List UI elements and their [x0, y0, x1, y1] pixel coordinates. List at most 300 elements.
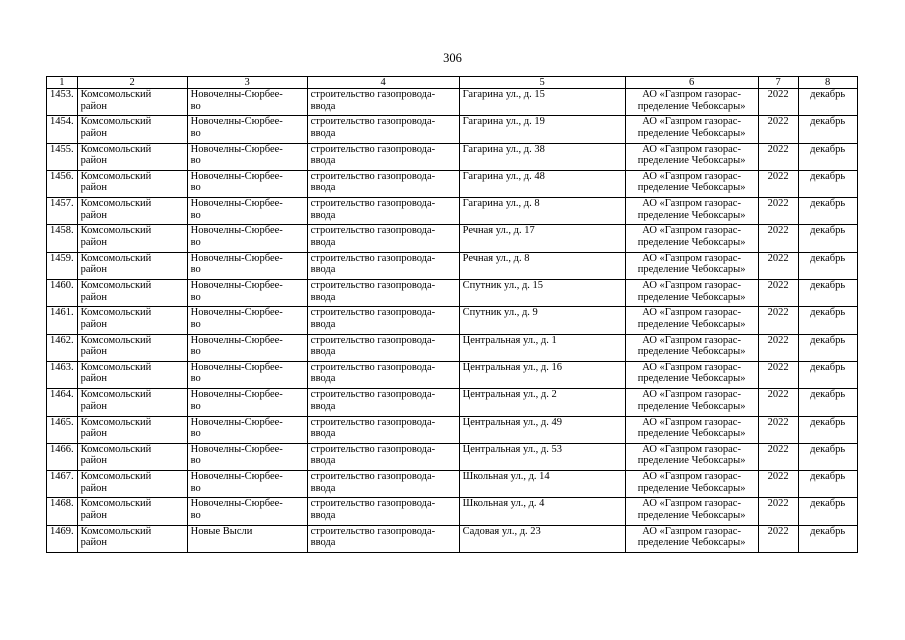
month-cell: декабрь	[798, 361, 857, 388]
district-cell	[77, 170, 187, 197]
organization-line: пределение Чебоксары»	[637, 264, 746, 276]
month-cell: декабрь	[798, 525, 857, 552]
organization-line: пределение Чебоксары»	[637, 346, 746, 358]
district-cell	[77, 198, 187, 225]
work-type-line: ввода	[310, 264, 336, 276]
district-line: Комсомольский	[80, 416, 152, 428]
year-cell: 2022	[758, 280, 798, 307]
row-number: 1462.	[47, 334, 78, 361]
table-header	[47, 77, 858, 89]
organization-line: АО «Газпром газорас-	[642, 116, 741, 128]
settlement-cell	[187, 307, 307, 334]
organization-cell	[625, 389, 758, 416]
settlement-line: во	[190, 346, 201, 358]
table-row	[47, 198, 858, 225]
settlement-line: во	[190, 400, 201, 412]
settlement-line: во	[190, 482, 201, 494]
address-cell: Центральная ул., д. 16	[459, 361, 625, 388]
district-cell	[77, 307, 187, 334]
settlement-cell	[187, 116, 307, 143]
work-type-cell	[307, 389, 459, 416]
settlement-cell	[187, 361, 307, 388]
work-type-cell	[307, 307, 459, 334]
settlement-line: Новочелны-Сюрбее-	[190, 471, 283, 483]
organization-line: АО «Газпром газорас-	[642, 443, 741, 455]
table-body	[47, 89, 858, 553]
settlement-line: во	[190, 236, 201, 248]
settlement-line: Новочелны-Сюрбее-	[190, 225, 283, 237]
address-cell: Гагарина ул., д. 38	[459, 143, 625, 170]
district-cell	[77, 334, 187, 361]
organization-line: АО «Газпром газорас-	[642, 280, 741, 292]
month-cell: декабрь	[798, 389, 857, 416]
district-line: район	[80, 428, 108, 440]
row-number: 1461.	[47, 307, 78, 334]
row-number: 1465.	[47, 416, 78, 443]
organization-cell	[625, 280, 758, 307]
year-cell: 2022	[758, 498, 798, 525]
organization-line: пределение Чебоксары»	[637, 182, 746, 194]
settlement-line: Новочелны-Сюрбее-	[190, 334, 283, 346]
header-col-3: 3	[187, 77, 307, 89]
work-type-cell	[307, 116, 459, 143]
organization-line: АО «Газпром газорас-	[642, 471, 741, 483]
year-cell: 2022	[758, 198, 798, 225]
address-cell: Спутник ул., д. 9	[459, 307, 625, 334]
year-cell: 2022	[758, 116, 798, 143]
row-number: 1457.	[47, 198, 78, 225]
settlement-line: Новочелны-Сюрбее-	[190, 198, 283, 210]
work-type-cell	[307, 361, 459, 388]
work-type-line: ввода	[310, 482, 336, 494]
table-row	[47, 170, 858, 197]
year-cell: 2022	[758, 252, 798, 279]
organization-line: пределение Чебоксары»	[637, 482, 746, 494]
header-col-7: 7	[758, 77, 798, 89]
month-cell: декабрь	[798, 252, 857, 279]
table-row	[47, 525, 858, 552]
district-line: район	[80, 373, 108, 385]
settlement-line: Новочелны-Сюрбее-	[190, 170, 283, 182]
work-type-cell	[307, 89, 459, 116]
table-row	[47, 252, 858, 279]
organization-line: пределение Чебоксары»	[637, 509, 746, 521]
year-cell: 2022	[758, 389, 798, 416]
settlement-cell	[187, 416, 307, 443]
settlement-line: во	[190, 182, 201, 194]
year-cell: 2022	[758, 170, 798, 197]
district-line: Комсомольский	[80, 389, 152, 401]
work-type-line: ввода	[310, 537, 336, 549]
year-cell: 2022	[758, 443, 798, 470]
table-row	[47, 307, 858, 334]
work-type-line: ввода	[310, 100, 336, 112]
address-cell: Гагарина ул., д. 19	[459, 116, 625, 143]
row-number: 1463.	[47, 361, 78, 388]
page-number: 306	[443, 51, 462, 65]
organization-cell	[625, 471, 758, 498]
work-type-cell	[307, 143, 459, 170]
settlement-line: во	[190, 100, 201, 112]
month-cell: декабрь	[798, 198, 857, 225]
row-number: 1469.	[47, 525, 78, 552]
work-type-line: строительство газопровода-	[310, 280, 436, 292]
settlement-cell	[187, 170, 307, 197]
work-type-line: ввода	[310, 291, 336, 303]
organization-line: АО «Газпром газорас-	[642, 334, 741, 346]
header-col-1: 1	[47, 77, 78, 89]
district-cell	[77, 116, 187, 143]
header-col-4: 4	[307, 77, 459, 89]
settlement-cell	[187, 280, 307, 307]
settlement-cell	[187, 389, 307, 416]
settlement-cell	[187, 471, 307, 498]
organization-line: АО «Газпром газорас-	[642, 498, 741, 510]
header-row	[47, 77, 858, 89]
district-cell	[77, 389, 187, 416]
organization-line: АО «Газпром газорас-	[642, 525, 741, 537]
settlement-line: Новочелны-Сюрбее-	[190, 389, 283, 401]
organization-line: пределение Чебоксары»	[637, 537, 746, 549]
district-line: Комсомольский	[80, 443, 152, 455]
work-type-line: строительство газопровода-	[310, 89, 436, 100]
district-line: Комсомольский	[80, 525, 152, 537]
organization-cell	[625, 252, 758, 279]
address-cell: Центральная ул., д. 1	[459, 334, 625, 361]
work-type-line: строительство газопровода-	[310, 471, 436, 483]
district-line: Комсомольский	[80, 116, 152, 128]
organization-cell	[625, 443, 758, 470]
table-row	[47, 116, 858, 143]
organization-cell	[625, 143, 758, 170]
district-line: Комсомольский	[80, 89, 152, 100]
year-cell: 2022	[758, 89, 798, 116]
work-type-cell	[307, 443, 459, 470]
table-row	[47, 443, 858, 470]
work-type-line: строительство газопровода-	[310, 116, 436, 128]
year-cell: 2022	[758, 307, 798, 334]
district-cell	[77, 225, 187, 252]
address-cell: Речная ул., д. 8	[459, 252, 625, 279]
district-line: Комсомольский	[80, 307, 152, 319]
district-line: Комсомольский	[80, 334, 152, 346]
table-row	[47, 389, 858, 416]
year-cell: 2022	[758, 334, 798, 361]
district-line: район	[80, 482, 108, 494]
settlement-line: Новочелны-Сюрбее-	[190, 89, 283, 100]
month-cell: декабрь	[798, 307, 857, 334]
work-type-line: ввода	[310, 318, 336, 330]
address-cell: Гагарина ул., д. 8	[459, 198, 625, 225]
organization-line: пределение Чебоксары»	[637, 100, 746, 112]
row-number: 1459.	[47, 252, 78, 279]
district-cell	[77, 280, 187, 307]
settlement-line: во	[190, 291, 201, 303]
district-line: район	[80, 400, 108, 412]
row-number: 1455.	[47, 143, 78, 170]
organization-line: АО «Газпром газорас-	[642, 361, 741, 373]
settlement-line: Новочелны-Сюрбее-	[190, 443, 283, 455]
district-line: район	[80, 209, 108, 221]
district-line: Комсомольский	[80, 361, 152, 373]
address-cell: Гагарина ул., д. 48	[459, 170, 625, 197]
organization-line: пределение Чебоксары»	[637, 400, 746, 412]
month-cell: декабрь	[798, 143, 857, 170]
district-line: район	[80, 455, 108, 467]
work-type-cell	[307, 416, 459, 443]
work-type-line: строительство газопровода-	[310, 416, 436, 428]
address-cell: Садовая ул., д. 23	[459, 525, 625, 552]
work-type-line: ввода	[310, 127, 336, 139]
organization-line: АО «Газпром газорас-	[642, 416, 741, 428]
work-type-line: ввода	[310, 346, 336, 358]
work-type-line: строительство газопровода-	[310, 389, 436, 401]
registry-table	[46, 76, 858, 553]
row-number: 1466.	[47, 443, 78, 470]
month-cell: декабрь	[798, 416, 857, 443]
organization-cell	[625, 225, 758, 252]
address-cell: Школьная ул., д. 14	[459, 471, 625, 498]
district-line: район	[80, 346, 108, 358]
address-cell: Центральная ул., д. 2	[459, 389, 625, 416]
row-number: 1458.	[47, 225, 78, 252]
table-row	[47, 334, 858, 361]
address-cell: Гагарина ул., д. 15	[459, 89, 625, 116]
district-cell	[77, 252, 187, 279]
row-number: 1454.	[47, 116, 78, 143]
organization-cell	[625, 170, 758, 197]
work-type-line: строительство газопровода-	[310, 525, 436, 537]
address-cell: Центральная ул., д. 53	[459, 443, 625, 470]
settlement-line: Новочелны-Сюрбее-	[190, 143, 283, 155]
organization-cell	[625, 334, 758, 361]
work-type-line: строительство газопровода-	[310, 170, 436, 182]
header-col-2: 2	[77, 77, 187, 89]
settlement-line: во	[190, 509, 201, 521]
district-line: район	[80, 127, 108, 139]
month-cell: декабрь	[798, 89, 857, 116]
district-cell	[77, 498, 187, 525]
settlement-line: Новочелны-Сюрбее-	[190, 498, 283, 510]
settlement-line: во	[190, 264, 201, 276]
organization-line: АО «Газпром газорас-	[642, 89, 741, 100]
organization-cell	[625, 525, 758, 552]
work-type-line: ввода	[310, 182, 336, 194]
work-type-cell	[307, 525, 459, 552]
year-cell: 2022	[758, 143, 798, 170]
settlement-line: во	[190, 155, 201, 167]
work-type-cell	[307, 252, 459, 279]
work-type-cell	[307, 225, 459, 252]
settlement-line: во	[190, 127, 201, 139]
district-line: Комсомольский	[80, 471, 152, 483]
address-cell: Школьная ул., д. 4	[459, 498, 625, 525]
work-type-line: строительство газопровода-	[310, 252, 436, 264]
year-cell: 2022	[758, 471, 798, 498]
settlement-cell	[187, 89, 307, 116]
district-line: Комсомольский	[80, 225, 152, 237]
settlement-cell	[187, 225, 307, 252]
work-type-line: строительство газопровода-	[310, 334, 436, 346]
organization-line: АО «Газпром газорас-	[642, 198, 741, 210]
table-row	[47, 416, 858, 443]
month-cell: декабрь	[798, 498, 857, 525]
work-type-line: строительство газопровода-	[310, 307, 436, 319]
district-line: район	[80, 291, 108, 303]
organization-line: пределение Чебоксары»	[637, 428, 746, 440]
settlement-line: Новочелны-Сюрбее-	[190, 361, 283, 373]
settlement-line: во	[190, 318, 201, 330]
work-type-cell	[307, 498, 459, 525]
table-row	[47, 143, 858, 170]
row-number: 1456.	[47, 170, 78, 197]
settlement-line: Новочелны-Сюрбее-	[190, 307, 283, 319]
table-row	[47, 89, 858, 116]
month-cell: декабрь	[798, 280, 857, 307]
settlement-cell	[187, 525, 307, 552]
organization-cell	[625, 198, 758, 225]
year-cell: 2022	[758, 525, 798, 552]
organization-line: пределение Чебоксары»	[637, 155, 746, 167]
organization-cell	[625, 498, 758, 525]
header-col-6: 6	[625, 77, 758, 89]
month-cell: декабрь	[798, 443, 857, 470]
settlement-line: во	[190, 428, 201, 440]
organization-line: пределение Чебоксары»	[637, 127, 746, 139]
work-type-cell	[307, 280, 459, 307]
month-cell: декабрь	[798, 170, 857, 197]
work-type-cell	[307, 334, 459, 361]
address-cell: Центральная ул., д. 49	[459, 416, 625, 443]
table-row	[47, 225, 858, 252]
address-cell: Речная ул., д. 17	[459, 225, 625, 252]
organization-line: АО «Газпром газорас-	[642, 143, 741, 155]
district-line: район	[80, 100, 108, 112]
organization-cell	[625, 416, 758, 443]
district-cell	[77, 525, 187, 552]
district-line: Комсомольский	[80, 498, 152, 510]
address-cell: Спутник ул., д. 15	[459, 280, 625, 307]
district-line: район	[80, 155, 108, 167]
organization-line: пределение Чебоксары»	[637, 209, 746, 221]
row-number: 1468.	[47, 498, 78, 525]
organization-cell	[625, 361, 758, 388]
district-line: район	[80, 182, 108, 194]
district-line: район	[80, 537, 108, 549]
row-number: 1453.	[47, 89, 78, 116]
district-cell	[77, 416, 187, 443]
work-type-line: ввода	[310, 155, 336, 167]
district-line: Комсомольский	[80, 252, 152, 264]
row-number: 1467.	[47, 471, 78, 498]
work-type-line: ввода	[310, 509, 336, 521]
organization-line: пределение Чебоксары»	[637, 455, 746, 467]
organization-line: пределение Чебоксары»	[637, 291, 746, 303]
work-type-line: ввода	[310, 400, 336, 412]
year-cell: 2022	[758, 225, 798, 252]
settlement-line: Новочелны-Сюрбее-	[190, 416, 283, 428]
settlement-cell	[187, 498, 307, 525]
district-cell	[77, 361, 187, 388]
organization-cell	[625, 307, 758, 334]
work-type-line: строительство газопровода-	[310, 225, 436, 237]
organization-line: АО «Газпром газорас-	[642, 252, 741, 264]
district-cell	[77, 471, 187, 498]
row-number: 1464.	[47, 389, 78, 416]
district-cell	[77, 143, 187, 170]
year-cell: 2022	[758, 416, 798, 443]
settlement-line: во	[190, 373, 201, 385]
settlement-cell	[187, 143, 307, 170]
table-row	[47, 361, 858, 388]
settlement-line: Новочелны-Сюрбее-	[190, 116, 283, 128]
organization-line: АО «Газпром газорас-	[642, 389, 741, 401]
district-line: район	[80, 236, 108, 248]
month-cell: декабрь	[798, 471, 857, 498]
work-type-line: ввода	[310, 428, 336, 440]
district-line: Комсомольский	[80, 170, 152, 182]
organization-line: пределение Чебоксары»	[637, 373, 746, 385]
work-type-line: ввода	[310, 236, 336, 248]
work-type-line: строительство газопровода-	[310, 143, 436, 155]
organization-cell	[625, 89, 758, 116]
settlement-line: во	[190, 455, 201, 467]
district-line: Комсомольский	[80, 143, 152, 155]
settlement-line: Новочелны-Сюрбее-	[190, 280, 283, 292]
work-type-line: ввода	[310, 373, 336, 385]
work-type-line: строительство газопровода-	[310, 498, 436, 510]
table-row	[47, 471, 858, 498]
header-col-5: 5	[459, 77, 625, 89]
organization-line: АО «Газпром газорас-	[642, 170, 741, 182]
settlement-line: Новочелны-Сюрбее-	[190, 252, 283, 264]
work-type-cell	[307, 170, 459, 197]
year-cell: 2022	[758, 361, 798, 388]
work-type-cell	[307, 471, 459, 498]
settlement-cell	[187, 334, 307, 361]
organization-line: пределение Чебоксары»	[637, 236, 746, 248]
district-cell	[77, 89, 187, 116]
work-type-line: строительство газопровода-	[310, 443, 436, 455]
settlement-line: во	[190, 209, 201, 221]
work-type-line: ввода	[310, 455, 336, 467]
month-cell: декабрь	[798, 116, 857, 143]
district-line: район	[80, 509, 108, 521]
settlement-cell	[187, 443, 307, 470]
district-line: Комсомольский	[80, 280, 152, 292]
organization-line: АО «Газпром газорас-	[642, 307, 741, 319]
month-cell: декабрь	[798, 334, 857, 361]
table-row	[47, 498, 858, 525]
district-line: Комсомольский	[80, 198, 152, 210]
organization-cell	[625, 116, 758, 143]
settlement-cell	[187, 252, 307, 279]
work-type-line: строительство газопровода-	[310, 361, 436, 373]
table-row	[47, 280, 858, 307]
settlement-cell	[187, 198, 307, 225]
organization-line: пределение Чебоксары»	[637, 318, 746, 330]
work-type-cell	[307, 198, 459, 225]
row-number: 1460.	[47, 280, 78, 307]
work-type-line: ввода	[310, 209, 336, 221]
work-type-line: строительство газопровода-	[310, 198, 436, 210]
district-cell	[77, 443, 187, 470]
district-line: район	[80, 318, 108, 330]
header-col-8: 8	[798, 77, 857, 89]
organization-line: АО «Газпром газорас-	[642, 225, 741, 237]
settlement-line: Новые Высли	[190, 525, 253, 537]
district-line: район	[80, 264, 108, 276]
